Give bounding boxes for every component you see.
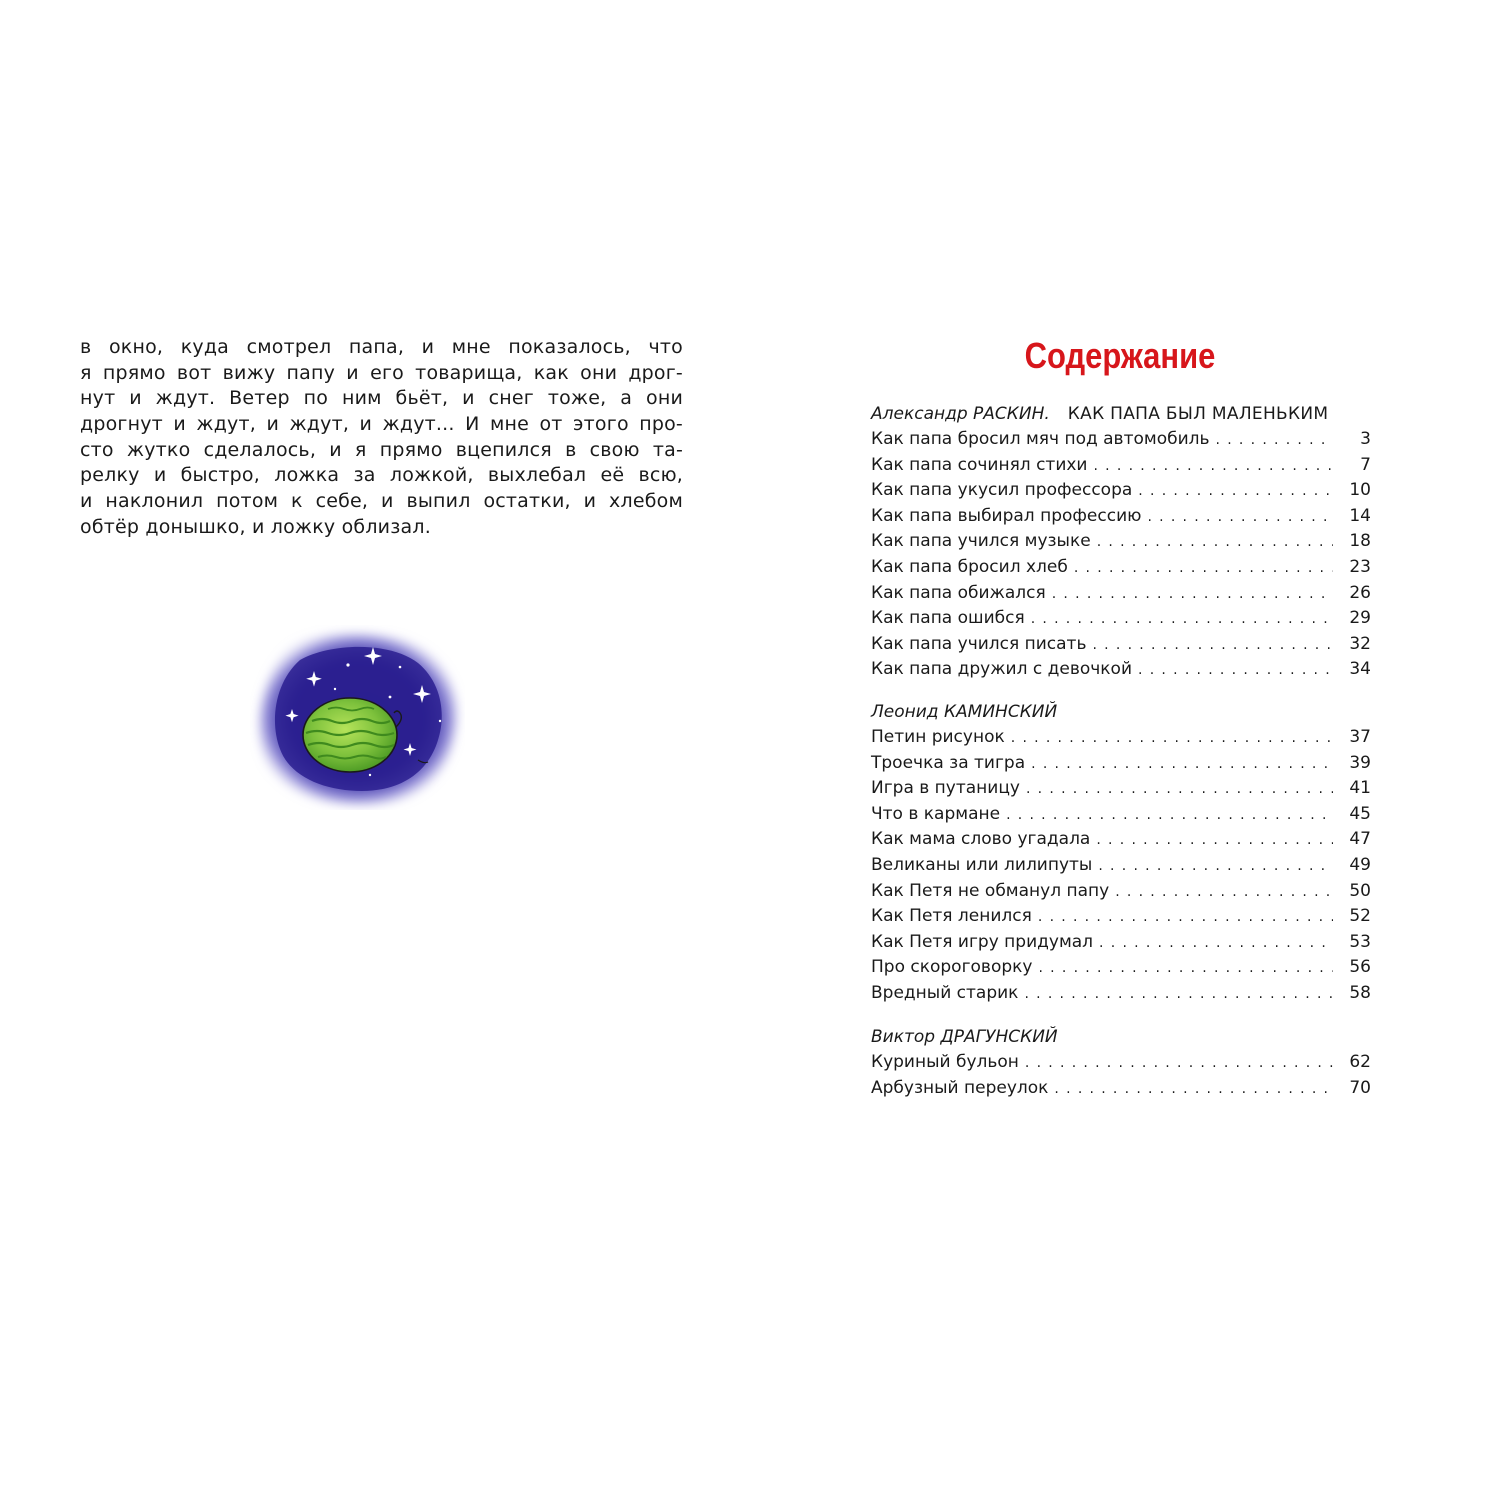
- entry-title: Как Петя не обманул папу: [871, 880, 1110, 901]
- entry-page-number: 53: [1349, 931, 1371, 952]
- entry-title: Как папа учился писать: [871, 633, 1087, 654]
- author-name: Александр РАСКИН.: [871, 404, 1050, 424]
- entry-page-number: 58: [1349, 982, 1371, 1003]
- dot-leader: [1092, 633, 1333, 659]
- paragraph-line: релку и быстро, ложка за ложкой, выхлебал её всю,: [80, 464, 683, 487]
- entry-page-number: 49: [1349, 854, 1371, 875]
- entry-title: Как папа бросил хлеб: [871, 556, 1068, 577]
- entry-title: Как Петя игру придумал: [871, 931, 1094, 952]
- dot-leader: [1138, 479, 1333, 505]
- right-page: [750, 0, 1500, 1500]
- section-spacer: [871, 683, 1371, 699]
- toc-entry[interactable]: [871, 904, 1371, 930]
- entry-title: Про скороговорку: [871, 957, 1033, 978]
- toc-section-dragunsky: [871, 1024, 1371, 1101]
- dot-leader: [1097, 530, 1333, 556]
- entry-page-number: 70: [1349, 1078, 1371, 1099]
- paragraph-line: в окно, куда смотрел папа, и мне показалось, что: [80, 336, 683, 358]
- paragraph-line: сто жутко сделалось, и я прямо вцепился в свою та-: [80, 438, 683, 461]
- entry-title: Как мама слово угадала: [871, 829, 1091, 850]
- entry-page-number: 62: [1349, 1052, 1371, 1073]
- toc-entry[interactable]: [871, 632, 1371, 658]
- entry-title: Как папа обижался: [871, 582, 1046, 603]
- dot-leader: [1011, 726, 1333, 752]
- entry-title: Куриный бульон: [871, 1052, 1019, 1073]
- toc-entry[interactable]: [871, 657, 1371, 683]
- toc-entry[interactable]: [871, 930, 1371, 956]
- entry-page-number: 7: [1360, 454, 1371, 475]
- author-name: Виктор ДРАГУНСКИЙ: [871, 1027, 1058, 1048]
- paragraph-line: и наклонил потом к себе, и выпил остатки, и хлебом: [80, 490, 683, 513]
- book-title: КАК ПАПА БЫЛ МАЛЕНЬКИМ: [1067, 404, 1329, 424]
- entry-page-number: 10: [1349, 480, 1371, 501]
- entry-title: Троечка за тигра: [871, 752, 1026, 773]
- dot-leader: [1024, 982, 1333, 1008]
- toc-entry[interactable]: [871, 453, 1371, 479]
- entry-title: Как папа бросил мяч под автомобиль: [871, 429, 1210, 449]
- author-heading: [871, 401, 1371, 427]
- paragraph-line: я прямо вот вижу папу и его товарища, как они дрог-: [80, 361, 683, 384]
- dot-leader: [1038, 905, 1333, 931]
- toc-entry[interactable]: [871, 955, 1371, 981]
- dot-leader: [1147, 505, 1333, 531]
- entry-page-number: 23: [1349, 556, 1371, 577]
- toc-entry[interactable]: [871, 1076, 1371, 1102]
- dot-leader: [1054, 1077, 1333, 1103]
- entry-title: Вредный старик: [871, 982, 1019, 1003]
- toc-entry[interactable]: [871, 981, 1371, 1007]
- entry-title: Как папа сочинял стихи: [871, 454, 1088, 475]
- dot-leader: [1031, 607, 1333, 633]
- toc-entry[interactable]: [871, 827, 1371, 853]
- table-of-contents: [871, 401, 1371, 1102]
- entry-page-number: 3: [1360, 429, 1371, 449]
- dot-leader: [1093, 454, 1333, 480]
- dot-leader: [1026, 777, 1333, 803]
- entry-title: Как папа учился музыке: [871, 531, 1091, 552]
- toc-entry[interactable]: [871, 725, 1371, 751]
- toc-entry[interactable]: [871, 776, 1371, 802]
- entry-page-number: 47: [1349, 829, 1371, 850]
- toc-section-kaminsky: [871, 699, 1371, 1007]
- dot-leader: [1052, 582, 1333, 608]
- entry-page-number: 41: [1349, 778, 1371, 799]
- dot-leader: [1138, 658, 1333, 684]
- entry-title: Великаны или лилипуты: [871, 854, 1093, 875]
- entry-title: Как Петя ленился: [871, 906, 1032, 927]
- dot-leader: [1006, 803, 1333, 829]
- entry-title: Арбузный переулок: [871, 1078, 1049, 1099]
- section-spacer: [871, 1006, 1371, 1024]
- dot-leader: [1025, 1051, 1333, 1077]
- entry-title: Игра в путаницу: [871, 778, 1020, 799]
- entry-title: Как папа дружил с девочкой: [871, 659, 1133, 680]
- toc-entry[interactable]: [871, 427, 1371, 453]
- toc-entry[interactable]: [871, 879, 1371, 905]
- entry-page-number: 37: [1349, 726, 1371, 747]
- dot-leader: [1115, 880, 1333, 906]
- entry-page-number: 52: [1349, 906, 1371, 927]
- entry-page-number: 26: [1349, 582, 1371, 603]
- entry-title: Как папа выбирал профессию: [871, 505, 1142, 526]
- author-heading: [871, 699, 1371, 725]
- toc-section-raskin: [871, 401, 1371, 683]
- toc-entry[interactable]: [871, 581, 1371, 607]
- dot-leader: [1098, 854, 1333, 880]
- toc-entry[interactable]: [871, 555, 1371, 581]
- toc-title: Содержание: [1024, 335, 1216, 376]
- dot-leader: [1031, 752, 1333, 778]
- paragraph-line: нут и ждут. Ветер по ним бьёт, и снег тоже, а они: [80, 387, 683, 410]
- toc-entry[interactable]: [871, 529, 1371, 555]
- toc-entry[interactable]: [871, 606, 1371, 632]
- dot-leader: [1038, 956, 1333, 982]
- entry-page-number: 34: [1349, 659, 1371, 680]
- dot-leader: [1216, 428, 1333, 454]
- watermelon-illustration: [250, 625, 465, 810]
- dot-leader: [1099, 931, 1333, 957]
- dot-leader: [1074, 556, 1333, 582]
- entry-title: Как папа ошибся: [871, 608, 1025, 629]
- entry-title: Как папа укусил профессора: [871, 480, 1133, 501]
- entry-page-number: 45: [1349, 803, 1371, 824]
- entry-page-number: 14: [1349, 505, 1371, 526]
- toc-entry[interactable]: [871, 478, 1371, 504]
- entry-page-number: 29: [1349, 608, 1371, 629]
- author-heading: [871, 1024, 1371, 1050]
- toc-entry[interactable]: [871, 504, 1371, 530]
- toc-entry[interactable]: [871, 751, 1371, 777]
- toc-entry[interactable]: [871, 853, 1371, 879]
- entry-page-number: 56: [1349, 957, 1371, 978]
- story-paragraph: [80, 335, 683, 541]
- entry-page-number: 50: [1349, 880, 1371, 901]
- toc-entry[interactable]: [871, 802, 1371, 828]
- entry-page-number: 39: [1349, 752, 1371, 773]
- entry-page-number: 18: [1349, 531, 1371, 552]
- author-name: Леонид КАМИНСКИЙ: [871, 701, 1058, 722]
- dot-leader: [1096, 828, 1333, 854]
- toc-entry[interactable]: [871, 1050, 1371, 1076]
- entry-page-number: 32: [1349, 633, 1371, 654]
- paragraph-line: обтёр донышко, и ложку облизал.: [80, 515, 431, 538]
- entry-title: Что в кармане: [871, 803, 1001, 824]
- entry-title: Петин рисунок: [871, 726, 1005, 747]
- paragraph-line: дрогнут и ждут, и ждут, и ждут... И мне от этого про-: [80, 413, 683, 436]
